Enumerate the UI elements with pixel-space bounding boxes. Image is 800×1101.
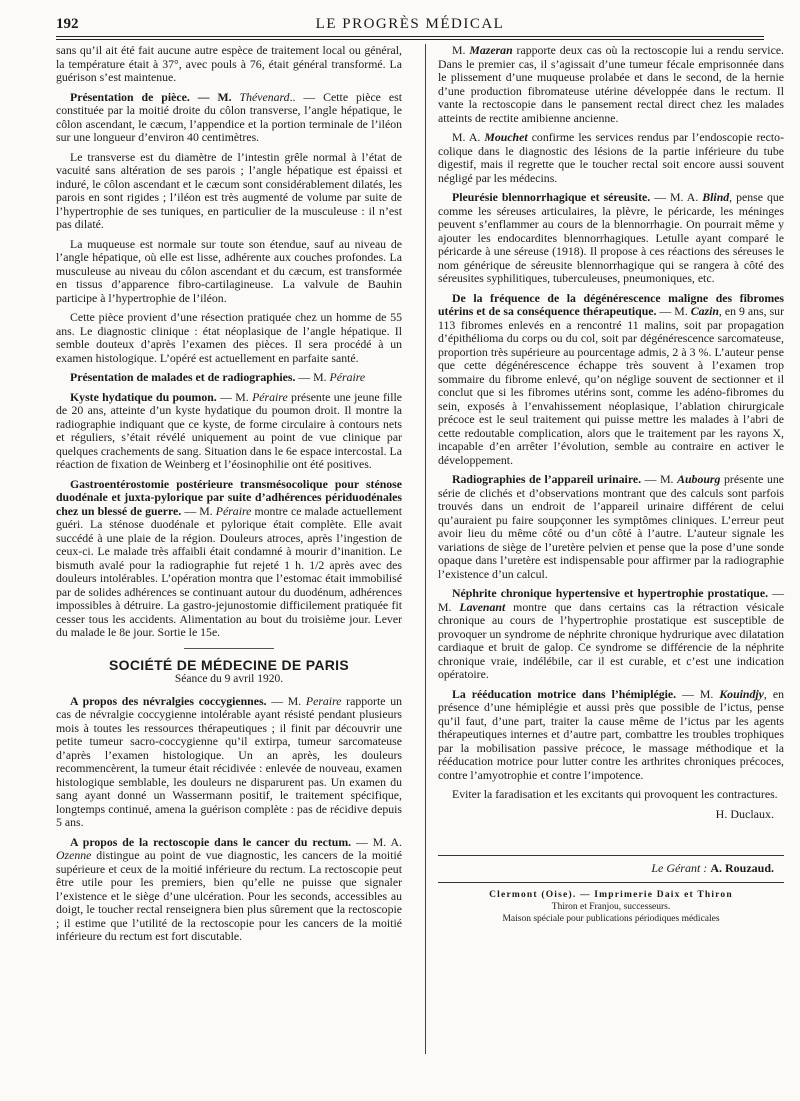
printer-name: Clermont (Oise). — Imprimerie Daix et Thiron xyxy=(489,889,733,900)
paragraph: Néphrite chronique hypertensive et hypertrophie prostatique. — M. Lavenant montre que dans certains cas la rétraction vésicale chronique au cours de l’hypertrophie prostatique est susceptible de provoquer un syndrome de néphrite chronique hydrurique avec dilatation cardiaque et bruit de galop. Ce syndrome se différencie de la néphrite chronique vraie, indélébile, car il est curable, et c’est une indication opératoire. xyxy=(438,586,785,681)
paragraph: sans qu’il ait été fait aucune autre espèce de traitement local ou général, la température était à 37°, avec pouls à 76, était général transformé. La guérison s’est maintenue. xyxy=(56,43,402,84)
paragraph: La rééducation motrice dans l’hémiplégie. — M. Kouindjy, en présence d’une hémiplégie et aussi près que possible de l’ictus, pense qu’il faut, d’une part, traiter la cause même de l’ictus par les agents thérapeutiques internes et d’autre part, combattre les troubles trophiques par la mobilisation passive précoce, le massage méthodique et la rééducation motrice pour lutter contre les arthrites chroniques précoces, contre l’amyotrophie et contre l’impotence. xyxy=(438,686,784,782)
column-divider xyxy=(425,44,426,1054)
right-column xyxy=(438,44,784,925)
page-number: 192 xyxy=(56,16,79,32)
paragraph: Présentation de pièce. — M. Thévenard.. — Cette pièce est constituée par la moitié droite du côlon transverse, l’angle hépatique, le côlon ascendant, le cæcum, l’appendice et la portion terminale de l’iléon sur une longueur d’environ 40 centimètres. xyxy=(56,89,402,144)
section-divider xyxy=(184,648,274,649)
paragraph: Radiographies de l’appareil urinaire. — M. Aubourg présente une série de clichés et d’observations montrant que des calculs sont parfois trouvés dans un endroit de l’appareil urinaire différent de celui qu’auraient pu faire soupçonner les symptômes cliniques. L’erreur peut avoir lieu du même côté ou d’un côté à l’autre. L’auteur signale les variations de siège de l’uretère pelvien et pense que la pose d’une sonde opaque dans l’uretère est indispensable pour affirmer par la radiographie l’existence d’un calcul. xyxy=(438,472,784,581)
manager-line: Le Gérant : A. Rouzaud. xyxy=(651,861,774,875)
author-signature: H. Duclaux. xyxy=(715,806,774,821)
paragraph: Kyste hydatique du poumon. — M. Péraire présente une jeune fille de 20 ans, atteinte d’un kyste hydatique du poumon droit. Il montre la radiographie indiquant que ce kyste, de forme circulaire à contours nets et réguliers, s’était révélé uniquement au point de vue clinique par quelques crachements de sang. Situation dans le 6e espace intercostal. La réaction de fixation de Weinberg et l’éosinophilie ont été positives. xyxy=(56,389,402,471)
paragraph: Pleurésie blennorrhagique et séreusite. — M. A. Blind, pense que comme les séreuses articulaires, la plèvre, le péricarde, les méninges peuvent s’enflammer au cours de la blennorrhagie. On pourrait même y ajouter les endocardites blennorrhagiques. Letulle ayant comparé le péricarde à une séreuse (1918). Il propose à ces réactions des séreuses le nom générique de séreusite blennorrhagique qui se rangera à côté des séreusites syphilitiques, tuberculeuses, pneumoniques, etc. xyxy=(438,190,784,285)
printer-imprint xyxy=(438,889,784,925)
society-title: SOCIÉTÉ DE MÉDECINE DE PARIS xyxy=(109,656,349,673)
printer-successors: Thiron et Franjou, successeurs. xyxy=(551,901,671,912)
paragraph: La muqueuse est normale sur toute son étendue, sauf au niveau de l’angle hépatique, où elle est lisse, adhérente aux couches profondes. La musculeuse au niveau du côlon ascendant et du cæcum, est transformée en tissus d’apparence fibro-cartilagineuse. La valvule de Bauhin participe à l’hypertrophie de l’iléon. xyxy=(56,236,402,305)
session-date: Séance du 9 avril 1920. xyxy=(174,673,284,685)
page-header xyxy=(56,12,764,36)
paragraph: A propos des névralgies coccygiennes. — M. Peraire rapporte un cas de névralgie coccygienne intolérable ayant résisté pendant plusieurs mois à toutes les ressources thérapeutiques ; il finit par découvrir une petite tumeur sacro-coccygienne qu’il extirpa, tumeur sarcomateuse d’après l’examen histologique. Un an après, les douleurs recommencèrent, la tumeur était récidivée : enlevée de nouveau, examen histologique semblable, les douleurs ne disparurent pas. Un examen du sang ayant donné un Wassermann positif, le traitement spécifique, longtemps continué, amena la guérison complète : pas de récidive depuis 5 ans. xyxy=(56,693,402,829)
footer-rule xyxy=(438,855,784,856)
printer-specialty: Maison spéciale pour publications périodiques médicales xyxy=(502,913,720,924)
paragraph: Gastroentérostomie postérieure transmésocolique pour sténose duodénale et juxta-pylorique par suite d’adhérences périduodénales chez un blessé de guerre. — M. Péraire montre ce malade actuellement guéri. La sténose duodénale et pylorique était complète. Elle avait succédé à une plaie de la région. Douleurs atroces, après l’ingestion de ceux-ci. Le malade très affaibli était condamné à mourir d’inanition. Le bismuth avalé pour la radiographie fut rejeté 1 h. 1/2 après avec des douleurs intolérables. L’opération montra que l’estomac était immobilisé par de solides adhérences se continuant autour du duodénum, adhérences impossibles à détruire. La gastro-jejunostomie difficilement pratiquée fit cesser tous les accidents. Alimentation au bout du troisième jour. Lever du malade le 8e jour. Sortie le 15e. xyxy=(56,476,402,639)
paragraph: Eviter la faradisation et les excitants qui provoquent les contractures. xyxy=(452,787,778,801)
paragraph: Cette pièce provient d’une résection pratiquée chez un homme de 55 ans. Le diagnostic clinique : état néoplasique de l’angle hépatique. Il semble douteux d’après l’examen des pièces. Il sera procédé à un examen histologique. L’opéré est actuellement en parfaite santé. xyxy=(56,310,402,365)
journal-title: LE PROGRÈS MÉDICAL xyxy=(315,16,505,32)
left-column xyxy=(56,44,402,950)
paragraph: M. A. Mouchet confirme les services rendus par l’endoscopie recto-colique dans le diagnostic des lésions de la partie inférieure du tube digestif, mais il regrette que le toucher rectal soit encore aussi souvent négligé par les médecins. xyxy=(438,130,784,185)
paragraph: M. Mazeran rapporte deux cas où la rectoscopie lui a rendu service. Dans le premier cas, il s’agissait d’une tumeur fécale emprisonnée dans le plissement d’une muqueuse prolabée et dans le second, de la hernie d’une production fibromateuse utérine développée dans le rectum. Il vante la rectoscopie dans le pansement rectal direct chez les malades atteints de rectite amibienne ancienne. xyxy=(438,43,784,125)
footer-rule xyxy=(438,882,784,883)
paragraph: A propos de la rectoscopie dans le cancer du rectum. — M. A. Ozenne distingue au point de vue diagnostic, les cancers de la moitié supérieure et ceux de la moitié inférieure du rectum. La rectoscopie peut être utile pour les premiers, bien qu’elle ne puisse que signaler l’existence et le siège d’une ulcération. Pour les seconds, accessibles au doigt, le toucher rectal renseignera bien plus sûrement que la rectoscopie ; il estime que l’utilité de la rectoscopie pour les cancers de la moitié inférieure du rectum est fort discutable. xyxy=(56,834,402,943)
paragraph: De la fréquence de la dégénérescence maligne des fibromes utérins et de sa conséquence thérapeutique. — M. Cazin, en 9 ans, sur 113 fibromes enlevés en a rencontré 11 malins, soit par propagation d’épithélioma du corps ou du col, soit par dégénérescence sarcomateuse, proportion très supérieure au pourcentage admis, 2 à 3 %. L’auteur pense que cette dégénérescence échappe très souvent à l’examen trop sommaire du fibrome enlevé, qu’on néglige souvent de sectionner et il conclut que si les fibromes utérins sont, comme les adéno-fibromes du sein, exposés à l’envahissement néoplasique, l’ablation chirurgicale précoce est le seul traitement qui puisse mettre les malades à l’abri de cette redoutable complication, alors que le traitement par les rayons X, incapable d’en arrêter l’évolution, semble au contraire en activer le développement. xyxy=(438,290,784,467)
paragraph: Le transverse est du diamètre de l’intestin grêle normal à l’état de vacuité sans altération de ses parois ; l’angle hépatique est épaissi et induré, le côlon ascendant et le cæcum sont considérablement dilatés, les parois en sont rigides ; l’iléon est très augmenté de volume par suite de l’hypertrophie de ses tuniques, en particulier de la musculeuse : il n’est pas dilaté. xyxy=(56,149,402,231)
paragraph: Présentation de malades et de radiographies. — M. Péraire xyxy=(70,370,366,384)
header-rule xyxy=(56,36,764,40)
